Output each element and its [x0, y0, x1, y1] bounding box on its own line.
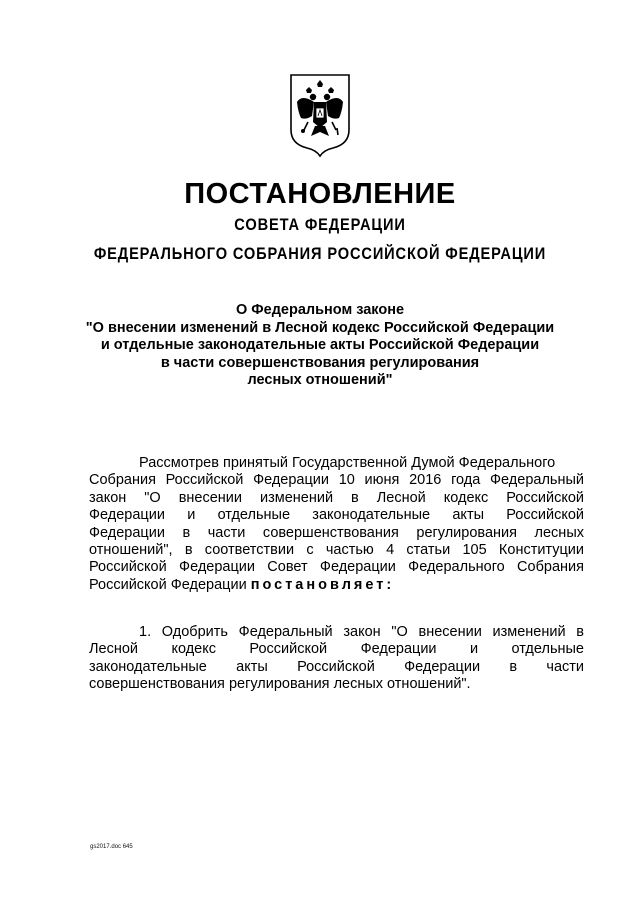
issuer-line-1: СОВЕТА ФЕДЕРАЦИИ [234, 215, 406, 234]
paragraph-line: отношений", в соответствии с частью 4 статьи 105 Конституции [89, 542, 584, 559]
decree-word: постановляет: [250, 576, 395, 593]
paragraph-line: совершенствования регулирования лесных отношений". [89, 676, 471, 693]
file-reference: gs2017.doc 645 [90, 844, 133, 850]
paragraph-line-text: Российской Федерации [89, 576, 247, 593]
resolution-paragraph [89, 624, 584, 694]
paragraph-line: 1. Одобрить Федеральный закон "О внесении изменений в [139, 624, 584, 640]
issuer-line-2: ФЕДЕРАЛЬНОГО СОБРАНИЯ РОССИЙСКОЙ ФЕДЕРАЦИИ [93, 244, 547, 263]
document-title: ПОСТАНОВЛЕНИЕ [184, 178, 456, 210]
paragraph-line: Лесной кодекс Российской Федерации и отдельные [89, 641, 584, 658]
paragraph-line-last [89, 577, 584, 594]
subject-line: и отдельные законодательные акты Российской Федерации [100, 337, 540, 353]
subject-line: "О внесении изменений в Лесной кодекс Российской Федерации [85, 319, 555, 336]
paragraph-line: Российской Федерации Совет Федерации Федерального Собрания [89, 559, 584, 576]
subject-line: в части совершенствования регулирования [160, 354, 480, 371]
paragraph-line: Собрания Российской Федерации 10 июня 2016 года Федеральный [89, 472, 584, 489]
paragraph-line: закон "О внесении изменений в Лесной кодекс Российской [89, 489, 584, 506]
paragraph-line: Рассмотрев принятый Государственной Думой Федерального [139, 455, 556, 471]
preamble-paragraph [89, 455, 584, 594]
paragraph-line: Федерации в части совершенствования регулирования лесных [89, 524, 584, 541]
document-subject [60, 302, 580, 390]
russian-coat-of-arms-icon [288, 72, 352, 158]
subject-line: лесных отношений" [247, 372, 393, 388]
paragraph-line: Федерации и отдельные законодательные акты Российской [89, 507, 584, 524]
paragraph-line: законодательные акты Российской Федерации в части [89, 658, 584, 675]
subject-line: О Федеральном законе [235, 302, 405, 318]
